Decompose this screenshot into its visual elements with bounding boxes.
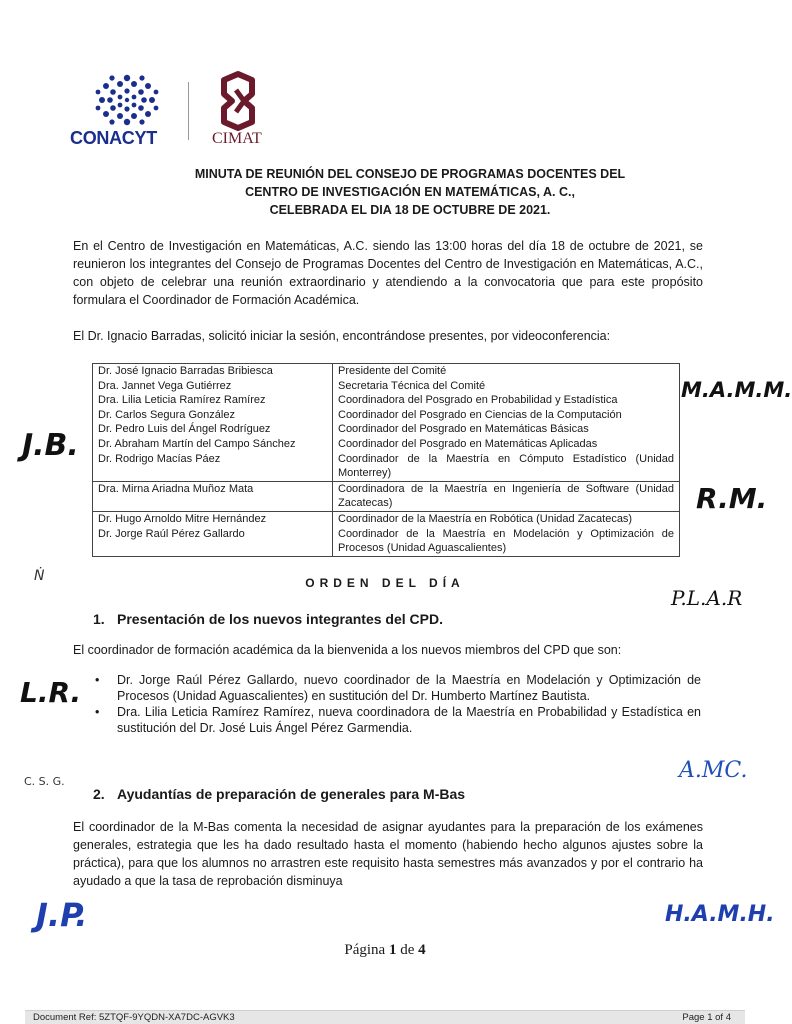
cimat-wordmark: CIMAT: [212, 130, 262, 147]
initials-signature: C. S. G.: [24, 775, 65, 788]
document-title: [100, 165, 720, 219]
initials-signature: A.MC.: [679, 758, 748, 783]
member-role: Presidente del Comité: [338, 365, 447, 377]
cimat-logo-icon: [214, 72, 262, 130]
committee-table: [92, 363, 680, 557]
member-name: Dra. Mirna Ariadna Muñoz Mata: [93, 481, 333, 511]
intro-paragraph: En el Centro de Investigación en Matemáticas, A.C. siendo las 13:00 horas del día 18 de octubre de 2021, se reunieron los integrantes del Consejo de Programas Docentes del Centro de Investigación en Matemáticas, A.C., con objeto de celebrar una reunión extraordinario y atendiendo a la convocatoria que para este propósito formulara el Coordinador de Formación Académica.: [73, 239, 703, 307]
section-2-heading: [93, 786, 465, 802]
member-name: Dr. Rodrigo Macías Páez: [98, 452, 221, 465]
member-role: Coordinador de la Maestría en Modelación y Optimización de Procesos (Unidad Aguascalientes): [338, 527, 674, 555]
member-name: Dr. José Ignacio Barradas Bribiesca: [98, 365, 273, 377]
initials-signature: R.M.: [696, 482, 768, 515]
member-name: Dra. Jannet Vega Gutiérrez: [98, 379, 232, 392]
conacyt-logo-icon: [92, 72, 162, 128]
header-logos: [70, 72, 280, 152]
list-item: • Dra. Lilia Leticia Ramírez Ramírez, nueva coordinadora de la Maestría en Probabilidad y Estadística en sustitución del Dr. José Luis Ángel Pérez Garmendia.: [93, 704, 701, 736]
member-role: Coordinadora de la Maestría en Ingeniería de Software (Unidad Zacatecas): [338, 482, 674, 510]
table-row: [93, 481, 680, 511]
current-page: 1: [388, 942, 397, 958]
initials-signature: L.R.: [20, 676, 82, 709]
section-number: 2.: [93, 786, 105, 802]
member-name: Dr. Hugo Arnoldo Mitre Hernández: [98, 512, 267, 525]
section-title: Ayudantías de preparación de generales para M-Bas: [117, 786, 466, 802]
member-name: Dr. Jorge Raúl Pérez Gallardo: [98, 527, 245, 540]
section-title: Presentación de los nuevos integrantes del CPD.: [117, 611, 443, 627]
section-2-paragraph: El coordinador de la M-Bas comenta la necesidad de asignar ayudantes para la preparación de los exámenes generales, estrategia que les ha dado resultado hasta el momento (habiendo hecho algunos ajustes sobre la práctica), para que los alumnos no arrastren este requisito hasta semestres más avanzados y por el contrario ha ayudado a que la tasa de reprobación disminuya: [73, 820, 703, 888]
member-names-cell: [93, 364, 333, 482]
member-role: Coordinador del Posgrado en Matemáticas Básicas: [338, 423, 589, 436]
member-name: Dra. Lilia Leticia Ramírez Ramírez: [98, 394, 266, 407]
member-role: Secretaria Técnica del Comité: [338, 379, 486, 392]
initials-signature: M.A.M.M.: [681, 378, 792, 402]
member-role: Coordinadora del Posgrado en Probabilidad y Estadística: [338, 394, 618, 407]
initials-signature: P.L.A.R: [671, 586, 743, 610]
section-1-intro: El coordinador de formación académica da la bienvenida a los nuevos miembros del CPD que son:: [73, 643, 622, 657]
member-name: Dr. Abraham Martín del Campo Sánchez: [98, 437, 296, 450]
title-line-2: CENTRO DE INVESTIGACIÓN EN MATEMÁTICAS, A. C.,: [245, 185, 575, 199]
conacyt-wordmark: CONACYT: [70, 128, 157, 148]
document-footer: [25, 1010, 745, 1024]
member-name: Dr. Pedro Luis del Ángel Rodríguez: [98, 423, 271, 436]
table-row: [93, 364, 680, 482]
table-row: [93, 511, 680, 556]
page-number: Página 1 de 4: [344, 942, 426, 958]
list-item: • Dr. Jorge Raúl Pérez Gallardo, nuevo coordinador de la Maestría en Modelación y Optimización de Procesos (Unidad Aguascalientes) en sustitución del Dr. Humberto Martínez Bautista.: [93, 672, 701, 704]
initials-signature: Ṅ: [34, 568, 45, 584]
section-1-heading: [93, 611, 443, 627]
member-role: Coordinador de la Maestría en Robótica (Unidad Zacatecas): [338, 512, 633, 525]
member-name: Dr. Carlos Segura González: [98, 408, 235, 421]
section-number: 1.: [93, 611, 105, 627]
attendance-paragraph: El Dr. Ignacio Barradas, solicitó iniciar la sesión, encontrándose presentes, por videoconferencia:: [73, 329, 611, 343]
member-role: Coordinador del Posgrado en Matemáticas Aplicadas: [338, 437, 598, 450]
logo-divider: [188, 82, 189, 140]
member-role: Coordinador de la Maestría en Cómputo Estadístico (Unidad Monterrey): [338, 452, 674, 480]
new-members-list: [93, 672, 701, 736]
member-roles-cell: [333, 511, 680, 556]
initials-signature: J.B.: [22, 428, 79, 463]
member-roles-cell: [333, 364, 680, 482]
footer-page-label: Page 1 of 4: [682, 1012, 731, 1023]
initials-signature: H.A.M.H.: [665, 902, 775, 927]
total-pages: 4: [418, 942, 426, 958]
document-reference: Document Ref: 5ZTQF-9YQDN-XA7DC-AGVK3: [33, 1012, 235, 1023]
agenda-heading: ORDEN DEL DÍA: [305, 576, 465, 590]
title-line-1: MINUTA DE REUNIÓN DEL CONSEJO DE PROGRAMAS DOCENTES DEL: [194, 167, 626, 181]
title-line-3: CELEBRADA EL DIA 18 DE OCTUBRE DE 2021.: [269, 203, 551, 217]
member-names-cell: [93, 511, 333, 556]
initials-signature: J.P.: [36, 896, 88, 934]
member-role: Coordinador del Posgrado en Ciencias de la Computación: [338, 408, 622, 421]
